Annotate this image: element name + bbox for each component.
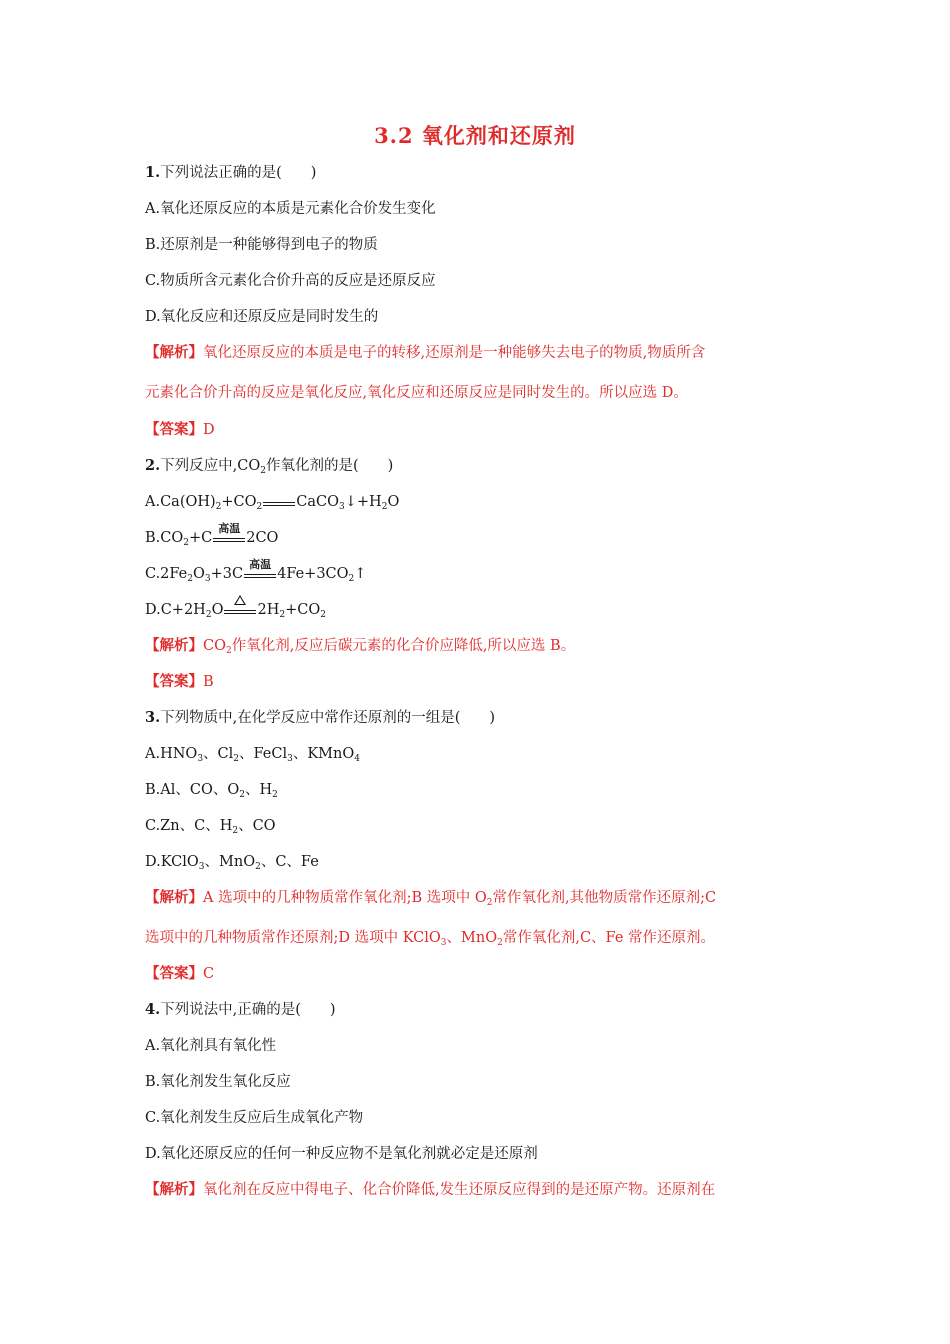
question-3-option-a: $A.HNO_3$、$Cl_2$、FeCl$_3$、KMnO$_4$	[145, 746, 360, 764]
page-title: 3.2 氧化剂和还原剂	[374, 123, 576, 148]
question-2-answer	[145, 672, 214, 692]
heating-triangle-icon	[234, 595, 246, 605]
question-number: 3.	[145, 709, 161, 726]
question-1-option-b: B.还原剂是一种能够得到电子的物质	[145, 237, 378, 253]
question-number: 4.	[145, 1001, 161, 1018]
answer-tag: 【答案】	[145, 965, 203, 982]
answer-value: C	[203, 966, 215, 982]
analysis-tag: 【解析】	[145, 344, 203, 361]
question-2-stem: 2.下列反应中$,CO_2$作氧化剂的是( )	[145, 457, 394, 476]
question-2-analysis: 【解析】$CO_2$作氧化剂,反应后碳元素的化合价应降低,所以应选 B。	[145, 637, 576, 656]
question-4-analysis-line-1	[145, 1180, 715, 1200]
answer-tag: 【答案】	[145, 673, 203, 690]
equals-sign	[263, 495, 295, 509]
analysis-text: 氧化剂在反应中得电子、化合价降低,发生还原反应得到的是还原产物。还原剂在	[203, 1182, 716, 1198]
analysis-tag: 【解析】	[145, 637, 203, 654]
question-3-analysis-line-1: 【解析】A 选项中的几种物质常作氧化剂;B 选项中 $O_2$常作氧化剂,其他物质常作还原剂;C	[145, 889, 717, 908]
analysis-tag: 【解析】	[145, 889, 203, 906]
question-3-analysis-line-2: 选项中的几种物质常作还原剂;D 选项中 KClO$_3$、MnO$_2$常作氧化剂,C、Fe 常作还原剂。	[145, 930, 716, 948]
heat-condition	[224, 603, 256, 617]
question-text: 下列说法正确的是( )	[160, 165, 317, 181]
question-4-stem	[145, 1000, 336, 1020]
question-4-option-c: C.氧化剂发生反应后生成氧化产物	[145, 1110, 364, 1126]
reaction-condition: 高温	[213, 531, 245, 545]
question-4-option-d: D.氧化还原反应的任何一种反应物不是氧化剂就必定是还原剂	[145, 1146, 538, 1162]
analysis-text: 氧化还原反应的本质是电子的转移,还原剂是一种能够失去电子的物质,物质所含	[203, 345, 706, 361]
question-number: 2.	[145, 457, 161, 474]
question-text: 下列说法中,正确的是( )	[160, 1002, 336, 1018]
question-2-option-b: $B.CO_2+C$ 高温 2CO	[145, 522, 279, 548]
question-3-stem	[145, 708, 495, 728]
answer-value: D	[203, 422, 215, 438]
answer-value: B	[203, 674, 214, 690]
question-1-answer	[145, 420, 215, 440]
answer-tag: 【答案】	[145, 421, 203, 438]
question-4-option-b: B.氧化剂发生氧化反应	[145, 1074, 291, 1090]
question-3-option-c: C.Zn、C、$H_2$、CO	[145, 818, 276, 836]
question-text: 下列物质中,在化学反应中常作还原剂的一组是( )	[160, 710, 496, 726]
question-1-option-a: A.氧化还原反应的本质是元素化合价发生变化	[145, 201, 436, 217]
question-4-option-a: A.氧化剂具有氧化性	[145, 1038, 277, 1054]
question-2-option-c: $C.2Fe_2O_3+3C$ 高温 $4Fe+3CO_2↑$	[145, 558, 367, 584]
question-1-option-c: C.物质所含元素化合价升高的反应是还原反应	[145, 273, 436, 289]
analysis-tag: 【解析】	[145, 1181, 203, 1198]
question-3-answer	[145, 964, 214, 984]
reaction-condition: 高温	[244, 567, 276, 581]
question-1-analysis-line-1	[145, 343, 705, 363]
question-1-analysis-line-2: 元素化合价升高的反应是氧化反应,氧化反应和还原反应是同时发生的。所以应选 D。	[145, 385, 688, 401]
question-3-option-b: B.Al、CO、$O_2$、$H_2$	[145, 782, 278, 800]
question-1-stem	[145, 163, 316, 183]
question-2-option-a: $A.Ca(OH)_2+CO_2$ $CaCO_3↓+H_2O$	[145, 494, 400, 512]
question-2-option-d: $D.C+2H_2O$ $2H_2+CO_2$	[145, 600, 326, 620]
question-1-option-d: D.氧化反应和还原反应是同时发生的	[145, 309, 379, 325]
question-3-option-d: D.KClO$_3$、MnO$_2$、C、Fe	[145, 854, 319, 872]
question-number: 1.	[145, 164, 161, 181]
